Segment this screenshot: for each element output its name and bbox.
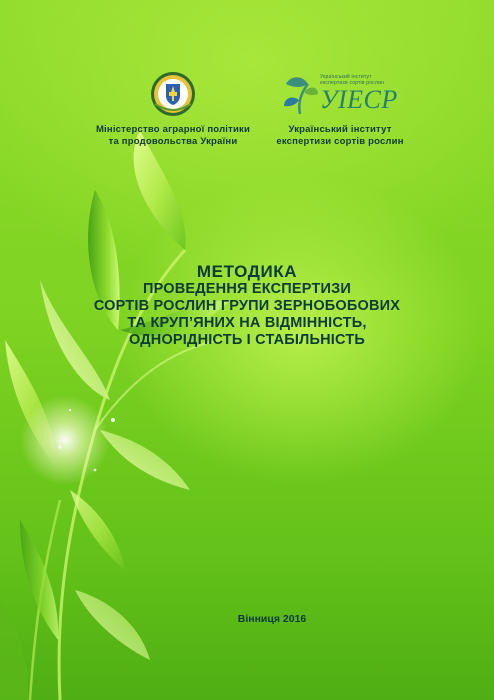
institute-name-line-2: експертизи сортів рослин xyxy=(276,136,404,147)
place-year-footer xyxy=(0,613,494,625)
sprout-logo-icon xyxy=(280,70,320,116)
logo-small-line-1: Український інститут xyxy=(320,74,372,80)
institute-logo-block xyxy=(260,70,420,148)
place-year: Вінниця 2016 xyxy=(237,613,307,625)
institute-name-line-1: Український інститут xyxy=(288,124,392,135)
subtitle-line-2: СОРТІВ РОСЛИН ГРУПИ ЗЕРНОБОБОВИХ xyxy=(93,298,401,314)
institute-logo xyxy=(280,70,400,118)
ministry-name-line-2: та продовольства України xyxy=(108,136,238,147)
document-title: МЕТОДИКА xyxy=(196,262,298,281)
ministry-logo-block xyxy=(78,70,268,148)
light-flare xyxy=(20,395,110,485)
logo-small-line-2: експертизи сортів рослин xyxy=(320,80,385,86)
document-title-block xyxy=(40,262,454,349)
subtitle-line-3: ТА КРУП’ЯНИХ НА ВІДМІННІСТЬ, xyxy=(127,315,367,331)
subtitle-line-1: ПРОВЕДЕННЯ ЕКСПЕРТИЗИ xyxy=(142,281,352,297)
subtitle-line-4: ОДНОРІДНІСТЬ І СТАБІЛЬНІСТЬ xyxy=(128,332,366,348)
ukraine-coat-of-arms-emblem-icon xyxy=(149,70,197,118)
institute-abbreviation: УІЕСР xyxy=(320,85,398,114)
ministry-name-line-1: Міністерство аграрної політики xyxy=(95,124,251,135)
